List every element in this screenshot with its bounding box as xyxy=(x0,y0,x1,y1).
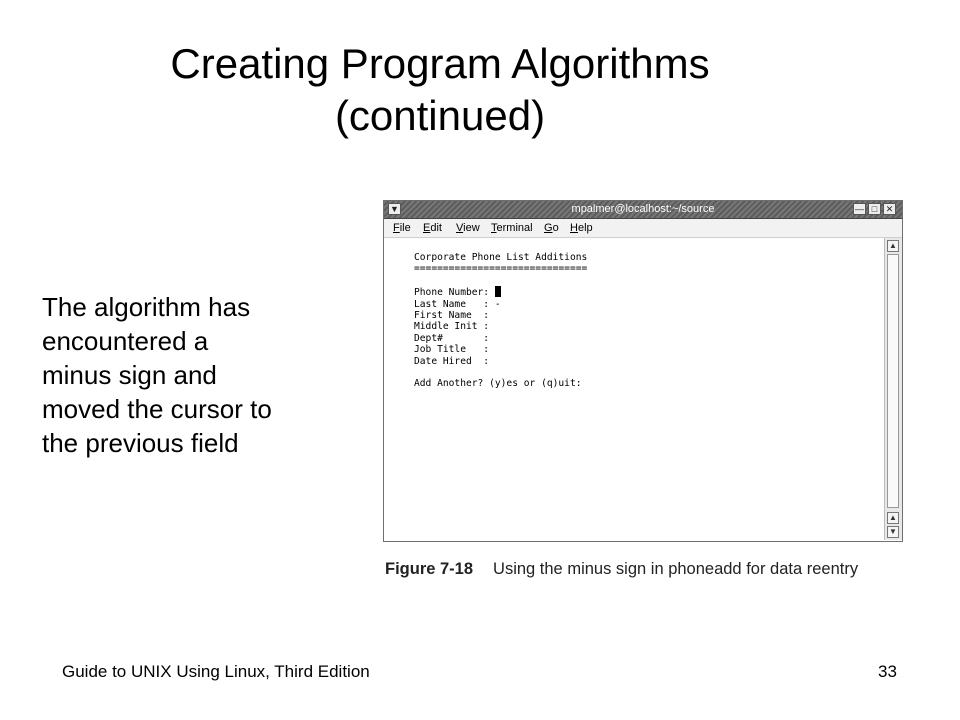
footer-text: Guide to UNIX Using Linux, Third Edition xyxy=(62,662,370,681)
vertical-scrollbar[interactable] xyxy=(885,238,902,540)
field-date-hired: Date Hired : xyxy=(414,355,490,367)
menu-help[interactable]: Help xyxy=(570,222,593,234)
field-first-name: First Name : xyxy=(414,310,490,322)
terminal-text xyxy=(414,252,587,390)
title-line-2: (continued) xyxy=(334,92,546,139)
terminal-prompt: Add Another? (y)es or (q)uit: xyxy=(414,378,582,390)
body-line: moved the cursor to xyxy=(42,394,272,424)
maximize-icon[interactable]: □ xyxy=(868,203,881,215)
body-line: the previous field xyxy=(42,428,239,458)
scroll-up-icon[interactable]: ▲ xyxy=(887,512,899,524)
body-line: The algorithm has xyxy=(42,292,251,322)
slide-title xyxy=(60,38,820,142)
field-job-title: Job Title : xyxy=(414,344,490,356)
menu-terminal[interactable]: Terminal xyxy=(491,222,533,234)
title-line-1: Creating Program Algorithms xyxy=(170,40,710,87)
terminal-window xyxy=(383,200,903,542)
page-number: 33 xyxy=(878,662,897,681)
terminal-rule: ============================== xyxy=(414,263,588,275)
field-middle-init: Middle Init : xyxy=(414,321,490,333)
body-line: encountered a xyxy=(42,326,209,356)
menu-file[interactable]: File xyxy=(393,222,411,234)
chevron-down-icon[interactable]: ▼ xyxy=(388,203,401,215)
menu-edit[interactable]: Edit xyxy=(423,222,442,234)
window-title: mpalmer@localhost:~/source xyxy=(571,203,715,215)
menu-go[interactable]: Go xyxy=(544,222,559,234)
menu-bar xyxy=(384,219,902,238)
body-text xyxy=(42,290,362,460)
field-dept: Dept# : xyxy=(414,332,490,344)
field-phone-number: Phone Number: xyxy=(414,287,495,299)
body-line: minus sign and xyxy=(42,360,217,390)
figure-caption xyxy=(385,560,858,579)
field-last-name: Last Name : - xyxy=(414,298,501,310)
terminal-heading: Corporate Phone List Additions xyxy=(414,252,588,263)
scroll-up-icon[interactable]: ▲ xyxy=(887,240,899,252)
figure-caption-text: Using the minus sign in phoneadd for data reentry xyxy=(493,560,859,578)
figure-label: Figure 7-18 xyxy=(385,560,474,578)
window-titlebar[interactable] xyxy=(384,201,902,219)
menu-view[interactable]: View xyxy=(456,222,480,234)
terminal-area[interactable] xyxy=(384,238,885,540)
text-cursor xyxy=(495,286,501,297)
scroll-down-icon[interactable]: ▼ xyxy=(887,526,899,538)
scrollbar-thumb[interactable] xyxy=(887,254,899,508)
minimize-icon[interactable]: — xyxy=(855,204,864,214)
close-icon[interactable]: ✕ xyxy=(883,203,896,215)
